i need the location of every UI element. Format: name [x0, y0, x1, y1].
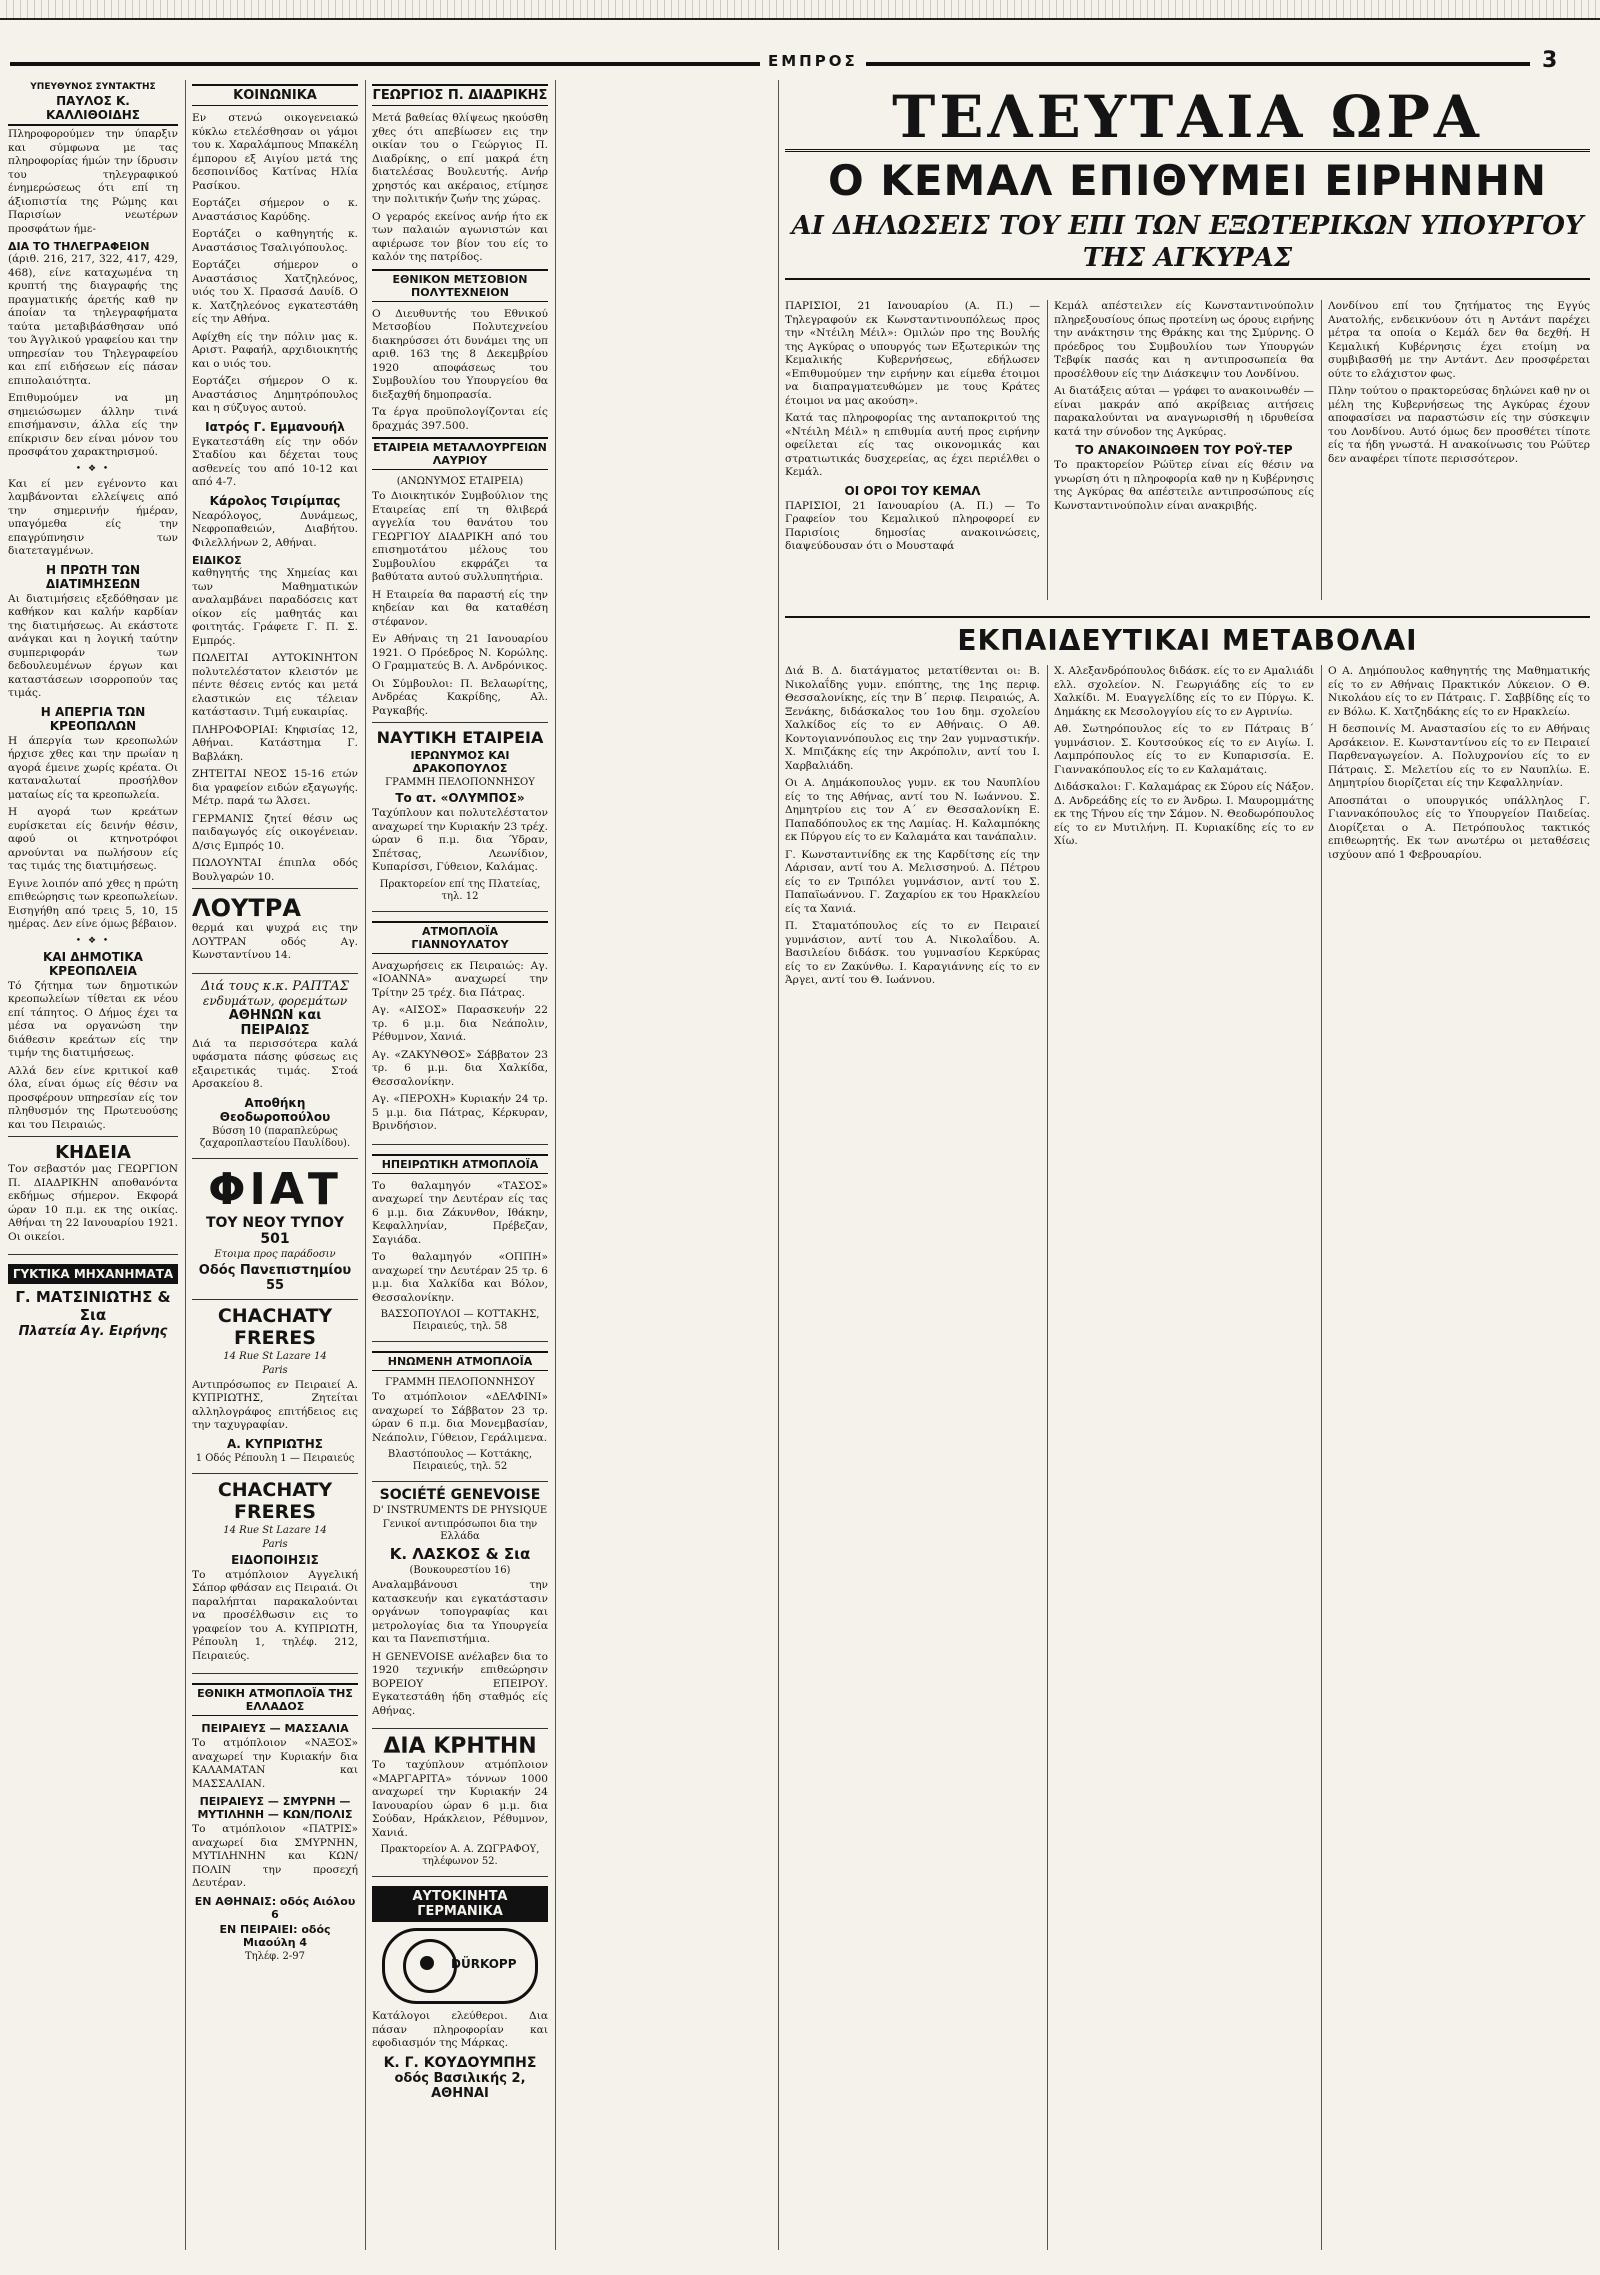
article-paragraph: Ο Α. Δημόπουλος καθηγητής της Μαθηματικής είς το εν Αθήναις Πρακτικόν Λύκειον. Ο Θ. Νικολάου είς το εν Πάτραις. Γ. Σαββίδης είς το εν Βόλω. Κ. Χατζηδάκης είς το εν Ηρακλείω.: [1328, 665, 1590, 718]
banner-headline: ΤΕΛΕΥΤΑΙΑ ΩΡΑ: [785, 85, 1590, 152]
ad-text: Το ταχύπλουν ατμόπλοιον «ΜΑΡΓΑΡΙΤΑ» τόννων 1000 αναχωρεί την Κυριακήν 24 Ιανουαρίου ώραν 6 μ.μ. δια Σούδαν, Ηράκλειον, Ρέθυμνον, Χανιά.: [372, 1759, 548, 1839]
ad-line: ΓΡΑΜΜΗ ΠΕΛΟΠΟΝΝΗΣΟΥ: [385, 1377, 535, 1388]
ad-text: Κατάλογοι ελεύθεροι. Δια πάσαν πληροφορίαν και εφοδιασμόν της Μάρκας.: [372, 2010, 548, 2049]
editor-label: ΥΠΕΥΘΥΝΟΣ ΣΥΝΤΑΚΤΗΣ: [30, 82, 156, 92]
education-column-3: [1328, 665, 1590, 2250]
shipping-advertisement: [372, 1341, 548, 1481]
ad-line: Α. ΚΥΠΡΙΩΤΗΣ: [227, 1436, 323, 1451]
ad-address: Πλατεία Αγ. Ειρήνης: [18, 1324, 168, 1339]
article-paragraph: Επιθυμούμεν να μη σημειώσωμεν άλλην τινά επισήμανσιν, άλλα είς την επίκρισιν δεν είναι μόνον του προσφάτου χαρακτηρισμού.: [8, 392, 178, 458]
shipping-advertisement: [372, 911, 548, 1144]
ad-title: ΗΠΕΙΡΩΤΙΚΗ ΑΤΜΟΠΛΟΪΑ: [372, 1154, 548, 1174]
ad-line: ΤΟΥ ΝΕΟΥ ΤΥΠΟΥ 501: [205, 1214, 345, 1247]
ad-text: Διά τα περισσότερα καλά υφάσματα πάσης φύσεως εις εξαιρετικάς τιμάς. Στοά Αρσακείου 8.: [192, 1037, 358, 1090]
article-paragraph: Κατά τας πληροφορίας της ανταποκριτού της «Ντέιλη Μέιλ» η επιθυμία αυτή προς ειρήνην οφείλεται είς τας οικονομικάς και στρατιωτικάς δυσχερείας, ας έχει περιέλθει ο Κεμάλ.: [785, 412, 1040, 478]
article-paragraph: Και εί μεν εγένοντο και λαμβάνονται ελλείψεις από την σημερινήν ήμέραν, υπαγόμεθα είς την επαγρύπνησιν των διατεταγμένων.: [8, 477, 178, 557]
education-column-1: [785, 665, 1040, 2250]
article-paragraph: ΠΑΡΙΣΙΟΙ, 21 Ιανουαρίου (Α. Π.) — Τηλεγραφούν εκ Κωνσταντινουπόλεως προς την «Ντέιλη Μέιλ»: Ομιλών προ της Βουλής της Αγκύρας ο υπουργός των Εξωτερικών της Κεμαλικής Κυβερνήσεως, εδήλωσεν «Επιθυμούμεν την ειρήνην και είμεθα έτοιμοι να διαπραγματευθώμεν με τους Κράτες έτοιμοι να μας ακούση».: [785, 300, 1040, 407]
ad-title: ΝΑΥΤΙΚΗ ΕΤΑΙΡΕΙΑ: [376, 728, 544, 747]
article-paragraph: Το πρακτορείον Ρώϋτερ είναι είς θέσιν να γνωρίση ότι η πληροφορία καθ ην η Κυβέρνησις της Αγκύρας θα απέστειλε αντιπροσώπους είς Κωνσταντινούπολιν είναι ανακριβής.: [1054, 459, 1314, 512]
article-paragraph: Η Εταιρεία θα παραστή είς την κηδείαν και θα καταθέση στέφανον.: [372, 588, 548, 628]
ad-line: Βύσση 10 (παραπλεύρως ζαχαροπλαστείου Παυλίδου).: [199, 1125, 351, 1149]
section-subtitle: (ΑΝΩΝΥΜΟΣ ΕΤΑΙΡΕΙΑ): [396, 476, 524, 487]
ad-text: Το ατμόπλοιον Αγγελική Σάπορ φθάσαν εις Πειραιά. Οι παραλήπται παρακαλούνται να προσέλθωσιν εις το γραφείον του Α. ΚΥΠΡΙΩΤΗ, Ρέπουλη 1, τηλέφ. 212, Πειραιεύς.: [192, 1568, 358, 1662]
ad-text: Το θαλαμηγόν «ΤΑΣΟΣ» αναχωρεί την Δευτέραν είς τας 6 μ.μ. δια Ζάκυνθον, Ιθάκην, Κεφαλληνίαν, Πρέβεζαν, Σαγιάδα.: [372, 1179, 548, 1246]
ad-text: ΠΩΛΕΙΤΑΙ ΑΥΤΟΚΙΝΗΤΟΝ πολυτελέστατον κλειστόν με πέντε θέσεις εντός και μετά ελαστικών εις τέλειαν κατάστασιν. Τιμή ευκαιρίας.: [192, 652, 358, 718]
ad-heading: ΕΙΔΙΚΟΣ: [192, 554, 242, 567]
tailors-advertisement: [192, 973, 358, 1158]
ad-line: Ετοιμα προς παράδοσιν: [214, 1248, 336, 1260]
article-heading: ΟΙ ΟΡΟΙ ΤΟΥ ΚΕΜΑΛ: [844, 483, 981, 498]
article-paragraph: Εορτάζει σήμερον ο Αναστάσιος Χατζηλεόνος, υιός του Χ. Πρασσά Δαυίδ. Ο κ. Χατζηλεόνος εγκατεστάθη είς την Αθήνα.: [192, 259, 358, 325]
ad-title: CHACHATY FRERES: [217, 1304, 333, 1349]
ad-line: ΕΝ ΠΕΙΡΑΙΕΙ: οδός Μιαούλη 4: [219, 1922, 331, 1949]
ad-text: Αγ. «ΖΑΚΥΝΘΟΣ» Σάββατον 23 τρ. 6 μ.μ. δια Χαλκίδα, Θεσσαλονίκην.: [372, 1048, 548, 1088]
article-paragraph: Πληροφορούμεν την ύπαρξιν και σύμφωνα με τας πληροφορίας ήμών την ίδρυσιν του τηλεγραφικού ένημερώσεως ότι επί τη άξιοπιστία της Ρώμης και Παρισίων νεωτέρων προσφάτων ήμε-: [8, 128, 178, 235]
lead-column-2: [1054, 300, 1314, 600]
ad-text: ΠΛΗΡΟΦΟΡΙΑΙ: Κηφισίας 12, Αθήναι. Κατάστημα Γ. Βαβλάκη.: [192, 723, 358, 763]
column-rule: [1047, 665, 1048, 2250]
article-paragraph: Εγινε λοιπόν από χθες η πρώτη επιθεώρησις των κρεοπωλείων. Εισηγήθη από τρεις 5, 10, 15 ημέρας. Δεν είνε όμως βέβαιον.: [8, 877, 178, 930]
advertisement: [8, 1254, 178, 1345]
article-paragraph: Αποσπάται ο υπουργικός υπάλληλος Γ. Γιαννακόπουλος είς το Υπουργείον Παιδείας. Διορίζεται ο Α. Πετρόπουλος τακτικός επιθεωρητής. Εκ των ανωτέρω οι μεταθέσεις ισχύουν από 1 Φεβρουαρίου.: [1328, 794, 1590, 861]
ad-text: Εγκατεστάθη είς την οδόν Σταδίου και δέχεται τους ασθενείς του από 10-12 και από 4-7.: [192, 435, 358, 488]
article-paragraph: Χ. Αλεξανδρόπουλος διδάσκ. είς το εν Αμαλιάδι ελλ. σχολείον. Ν. Γεωργιάδης είς το εν Χαλκίδι. Μ. Ευαγγελίδης είς το εν Πύργω. Κ. Δημάκης εκ Μεσολογγίου είς το εν Αγρινίω.: [1054, 665, 1314, 718]
ad-text: Νεαρόλογος, Δυνάμεως, Νεφροπαθειών, Διαβήτου. Φιλελλήνων 2, Αθήναι.: [192, 509, 358, 549]
ad-line: D' INSTRUMENTS DE PHYSIQUE: [372, 1505, 548, 1516]
ad-heading: Κάρολος Τσιρίμπας: [209, 493, 341, 508]
ad-line: ΓΡΑΜΜΗ ΠΕΛΟΠΟΝΝΗΣΟΥ: [385, 777, 535, 788]
chachaty-advertisement: [192, 1473, 358, 1674]
article-paragraph: Ο γεραρός εκείνος ανήρ ήτο εκ των παλαιών αγωνιστών και αφιέρωσε τον βίον του είς το καλόν της πατρίδος.: [372, 210, 548, 263]
ad-text: Αναχωρήσεις εκ Πειραιώς: Αγ. «ΙΟΑΝΝΑ» αναχωρεί την Τρίτην 25 τρέχ. δια Πάτρας.: [372, 959, 548, 999]
article-paragraph: Εορτάζει σήμερον Ο κ. Αναστάσιος Δημητρόπουλος και η σύζυγος αυτού.: [192, 375, 358, 414]
automobile-advertisement: [372, 1876, 548, 2107]
ad-line: Το ατ. «ΟΛΥΜΠΟΣ»: [395, 791, 525, 805]
article-paragraph: Ο Διευθυντής του Εθνικού Μετσοβίου Πολυτεχνείου διακηρύσσει ότι δυνάμει της υπ αριθ. 163 της 8 Δεκεμβρίου 1920 αποφάσεως του Συμβουλίου του Υπουργείου θα διεξαχθή δημοπρασία.: [372, 307, 548, 401]
ad-title: ΕΘΝΙΚΗ ΑΤΜΟΠΛΟΪΑ ΤΗΣ ΕΛΛΑΔΟΣ: [192, 1683, 358, 1716]
article-paragraph: Η δεσποινίς Μ. Αναστασίου είς το εν Αθήναις Αρσάκειον. Ε. Κωνσταντίνου είς το εν Πειραιεί Παρθεναγωγείον. Α. Πολυχρονίου είς το εν Πάτραις. Σ. Μελετίου είς το εν Ναυπλίω. Ε. Δημητρίου διορίζεται είς την Κεφαλληνίαν.: [1328, 723, 1590, 789]
article-paragraph: Οι Α. Δημάκοπουλος γυμν. εκ του Ναυπλίου είς το της Αθήνας, αντί του Ν. Ιωάννου. Σ. Δημητρίου εις τον Α΄ εν Θεσσαλονίκη Ε. Παπαδόπουλος εκ της Λαμίας. Η. Καλαμπόκης εκ Πύργου είς το εν Καλαμάτα και τανάπαλιν.: [785, 777, 1040, 843]
ad-line: Paris: [262, 1538, 288, 1550]
article-heading: ΔΙΑ ΤΟ ΤΗΛΕΓΡΑΦΕΙΟΝ: [8, 240, 150, 253]
article-paragraph: Αι διατιμήσεις εξεδόθησαν με καθήκον και καλήν καρδίαν της διατιμήσεως. Αι εκάστοτε ανάγκαι και η λογική ταύτην συμπεριφοράν των δεδουλευμένων έργων και καταστάσεων ισορροπούν τας τιμάς.: [8, 592, 178, 699]
ad-line: ΒΑΣΣΟΠΟΥΛΟΙ — ΚΟΤΤΑΚΗΣ, Πειραιεύς, τηλ. 58: [380, 1309, 540, 1332]
article-paragraph: Εν Αθήναις τη 21 Ιανουαρίου 1921. Ο Πρόεδρος Ν. Κορώλης. Ο Γραμματεύς Β. Λ. Ανδρόνικος.: [372, 633, 548, 672]
ad-text: Το ατμόπλοιον «ΝΑΞΟΣ» αναχωρεί την Κυριακήν δια ΚΑΛΑΜΑΤΑΝ και ΜΑΣΣΑΛΙΑΝ.: [192, 1737, 358, 1790]
ad-line: ΕΝ ΑΘΗΝΑΙΣ: οδός Αιόλου 6: [194, 1894, 356, 1921]
article-paragraph: Η αγορά των κρεάτων ευρίσκεται είς δεινήν θέσιν, αφού οι κτηνοτρόφοι αρνούνται να πωλήσουν είς τας τιμάς της διατιμήσεως.: [8, 806, 178, 872]
instruments-advertisement: [372, 1481, 548, 1728]
lead-headlines: [785, 85, 1590, 295]
article-paragraph: Κεμάλ απέστειλεν είς Κωνσταντινούπολιν πληρεξουσίους όπως προτείνη ως όρους ειρήνης την ανάκτησιν της Θράκης και της Σμύρνης. Ο πρόεδρος του Συμβουλίου των Υπουργών Τεβφίκ πασάς και η αντιπροσωπεία θα προσέλθουν είς την Διάσκεψιν του Λονδίνου.: [1054, 300, 1314, 380]
article-paragraph: Αθ. Σωτηρόπουλος είς το εν Πάτραις Β΄ γυμνάσιον. Σ. Κουτσούκος είς το εν Αιγίω. Ι. Λαμπρόπουλος είς το εν Κυπαρισσία. Ε. Γιαννακόπουλος είς το εν Καλαμάταις.: [1054, 723, 1314, 776]
section-title: ΓΕΩΡΓΙΟΣ Π. ΔΙΑΔΡΙΚΗΣ: [372, 84, 548, 106]
education-column-2: [1054, 665, 1314, 2250]
ad-text: Αγ. «ΑΙΣΟΣ» Παρασκευήν 22 τρ. 6 μ.μ. δια Νεάπολιν, Ρέθυμνον, Χανιά.: [372, 1004, 548, 1043]
article-paragraph: Μετά βαθείας θλίψεως ηκούσθη χθες ότι απεβίωσεν εις την οικίαν του ο Γεώργιος Π. Διαδρίκης, ο επί μακρά έτη διατελέσας Βουλευτής. Ανήρ χρηστός και ακέραιος, ετίμησε την πολιτικήν ζωήν της χώρας.: [372, 112, 548, 205]
ad-title: ΔΙΑ ΚΡΗΤΗΝ: [383, 1734, 537, 1759]
column-rule: [365, 80, 366, 2250]
main-headline: Ο ΚΕΜΑΛ ΕΠΙΘΥΜΕΙ ΕΙΡΗΝΗΝ: [827, 156, 1547, 205]
separator: • ❖ •: [75, 463, 111, 474]
article-paragraph: (άριθ. 216, 217, 322, 417, 429, 468), είνε καταχωμένα τη κρυπτή της διαγραφής της πραγματικής άρετής καθ ην άποίαν τα τηλεγραφήματα ταύτα μεταβιβάσθησαν υπό του Άγγλικού γραφείου και την υπηρεσίαν του Τηλεγραφείου και επί ειδήσεων είς πάσαν επιπολαιότητα.: [8, 253, 178, 387]
durkopp-logo-icon: [382, 1928, 538, 2004]
ad-line: Τηλέφ. 2-97: [244, 1950, 305, 1962]
ad-text: θερμά και ψυχρά εις την ΛΟΥΤΡΑΝ οδός Αγ. Κωνσταντίνου 14.: [192, 922, 358, 961]
ad-address: Οδός Πανεπιστημίου 55: [198, 1262, 352, 1293]
ad-title: ΛΟΥΤΡΑ: [192, 894, 301, 922]
shipping-advertisement: [192, 1673, 358, 1971]
ad-text: καθηγητής της Χημείας και των Μαθηματικών αναλαμβάνει παραδόσεις κατ οίκον είς μαθητάς και φοιτητάς. Γράφετε Γ. Π. Σ. Εμπρός.: [192, 567, 358, 647]
ad-line: Αποθήκη Θεοδωροπούλου: [219, 1095, 331, 1124]
article-paragraph: Τό ζήτημα των δημοτικών κρεοπωλείων τίθεται εκ νέου επί τάπητος. Ο Δήμος έχει τα μέσα να οργανώση την διάθεσιν κρεάτων είς την τιμήν της διατιμήσεως.: [8, 979, 178, 1059]
section-title: ΕΤΑΙΡΕΙΑ ΜΕΤΑΛΛΟΥΡΓΕΙΩΝ ΛΑΥΡΙΟΥ: [372, 437, 548, 470]
article-paragraph: Πλην τούτου ο πρακτορεύσας δηλώνει καθ ην οι μέλη της Κυβερνήσεως της Αγκύρας έχουν αποφασίσει να παραστώσιν είς την σύσκεψιν του Λονδίνου. Αυτό όμως δεν προσθέτει τίποτε είς τα ήδη γνωστά. Η ανακοίνωσις του Ρώϋτερ δεν αναφέρει τίποτε περισσότερον.: [1328, 385, 1590, 465]
ad-title: ΑΤΜΟΠΛΟΪΑ ΓΙΑΝΝΟΥΛΑΤΟΥ: [372, 921, 548, 954]
funeral-notice: [8, 1136, 178, 1254]
fiat-logo: ΦΙΑΤ: [208, 1163, 342, 1215]
section-title: ΚΟΙΝΩΝΙΚΑ: [192, 84, 358, 106]
section-headline: ΕΚΠΑΙΔΕΥΤΙΚΑΙ ΜΕΤΑΒΟΛΑΙ: [785, 616, 1590, 657]
page-number: 3: [1536, 48, 1563, 73]
article-paragraph: Αλλά δεν είνε κριτικοί καθ όλα, είναι όμως είς θέσιν να προσφέρουν υπηρεσίαν είς τον πληθυσμόν της Πρωτευούσης και του Πειραιώς.: [8, 1064, 178, 1131]
article-paragraph: Λονδίνου επί του ζητήματος της Εγγύς Ανατολής, ενδεικνύουν ότι η Αντάντ παρέχει μέτρα τα οποία ο Κεμάλ δεν θα δεχθή. Η Κεμαλική Κυβέρνησις έχει ετοίμη να συμβιβασθή με την Αντάντ. Δεν προσφέρεται ούτε το ελάχιστον φως.: [1328, 300, 1590, 380]
article-paragraph: Π. Σταματόπουλος είς το εν Πειραιεί γυμνάσιον, αντί του Α. Νικολαΐδου. Α. Βασιλείου διδάσκ. του γυμνασίου Κερκύρας είς το εν Ζακύνθω. Ι. Καραγιάννης είς το εν Άργει, αντί του Θ. Ιωάννου.: [785, 920, 1040, 986]
article-paragraph: ΠΑΡΙΣΙΟΙ, 21 Ιανουαρίου (Α. Π.) — Το Γραφείον του Κεμαλικού πληροφορεί εν Παρισίοις δημοσίας ανακοινώσεις, διαψεύδουσαν ότι ο Μουσταφά: [785, 499, 1040, 552]
article-paragraph: Εορτάζει σήμερον ο κ. Αναστάσιος Καρύδης.: [192, 197, 358, 223]
article-heading: Η ΑΠΕΡΓΙΑ ΤΩΝ ΚΡΕΟΠΩΛΩΝ: [40, 704, 146, 733]
ad-text: ΓΕΡΜΑΝΙΣ ζητεί θέσιν ως παιδαγωγός είς οικογένειαν. Δ/σις Εμπρός 10.: [192, 812, 358, 852]
column-rule: [185, 80, 186, 2250]
lead-column-3: [1328, 300, 1590, 600]
ad-text: Αναλαμβάνουσι την κατασκευήν και εγκατάστασιν οργάνων τοπογραφίας και μετρολογίας δια τα Υπουργεία και τα Πανεπιστήμια.: [372, 1579, 548, 1645]
article-paragraph: Αι διατάξεις αύται — γράφει το ανακοινωθέν — είναι μακράν από ακρίβειας αιτήσεις παρακαλούνται να αναγνωρισθή η ιδρυθείσα κατά την σύνοδον της Αγκύρας.: [1054, 385, 1314, 438]
article-paragraph: Αφίχθη είς την πόλιν μας κ. Αριστ. Ραφαήλ, αρχιδιοικητής και ο υιός του.: [192, 330, 358, 370]
article-paragraph: Οι Σύμβουλοι: Π. Βελαωρίτης, Ανδρέας Κακρίδης, Αλ. Ραγκαβής.: [372, 677, 548, 717]
column-rule: [1047, 300, 1048, 600]
ad-title: SOCIÉTÉ GENEVOISE: [379, 1487, 541, 1503]
article-heading: ΤΟ ΑΝΑΚΟΙΝΩΘΕΝ ΤΟΥ ΡΟΫ-ΤΕΡ: [1075, 443, 1293, 457]
shipping-advertisement: [372, 1728, 548, 1876]
column-rule: [1321, 665, 1322, 2250]
masthead: [0, 48, 1600, 74]
ad-line: ενδυμάτων, φορεμάτων: [202, 993, 348, 1008]
article-paragraph: Το Διοικητικόν Συμβούλιον της Εταιρείας επί τη θλιβερά αγγελία του θανάτου του ΓΕΩΡΓΙΟΥ ΔΙΑΔΡΙΚΗ από του επισημοτάτου μέλους του Συμβουλίου εκφράζει τα βαθύτατα αυτού συλλυπητήρια.: [372, 490, 548, 583]
lead-column-1: [785, 300, 1040, 600]
notice-title: ΚΗΔΕΙΑ: [55, 1142, 131, 1163]
ad-line: Γενικοί αντιπρόσωποι δια την Ελλάδα: [382, 1519, 538, 1542]
ad-line: 14 Rue St Lazare 14: [223, 1524, 327, 1536]
article-paragraph: Τα έργα προϋπολογίζονται είς δραχμάς 397.500.: [372, 406, 548, 432]
ad-line: Κ. ΛΑΣΚΟΣ & Σια: [389, 1545, 531, 1563]
ad-line: Paris: [262, 1364, 288, 1376]
ad-title: ΗΝΩΜΕΝΗ ΑΤΜΟΠΛΟΪΑ: [372, 1351, 548, 1371]
ad-text: Το ατμόπλοιον «ΠΑΤΡΙΣ» αναχωρεί δια ΣΜΥΡΝΗΝ, ΜΥΤΙΛΗΝΗΝ και ΚΩΝ/ΠΟΛΙΝ την προσεχή Δευτέραν.: [192, 1823, 358, 1889]
ad-line: Πρακτορείον Α. Α. ΖΩΓΡΑΦΟΥ, τηλέφωνον 52.: [380, 1844, 540, 1867]
column-rule: [778, 80, 779, 2250]
ad-title: CHACHATY FRERES: [217, 1478, 333, 1523]
column-rule: [555, 80, 556, 2250]
route: ΠΕΙΡΑΙΕΥΣ — ΜΑΣΣΑΛΙΑ: [201, 1722, 349, 1735]
wheel-icon: [403, 1939, 457, 1993]
chachaty-advertisement: [192, 1299, 358, 1473]
column-2: [192, 80, 358, 2250]
article-paragraph: Γ. Κωνσταντινίδης εκ της Καρδίτσης είς την Λάρισαν, αντί του Α. Μελισσηνού. Δ. Πέτρου είς το εν Τριπόλει γυμνάσιον, αντί του Σ. Παπαϊωάννου. Γ. Ζαχαρίου εκ του Ηρακλείου είς τα Χανιά.: [785, 848, 1040, 915]
ad-line: 14 Rue St Lazare 14: [223, 1350, 327, 1362]
column-rule: [1321, 300, 1322, 600]
ad-line: ΕΙΔΟΠΟΙΗΣΙΣ: [231, 1552, 319, 1567]
ad-text: Αγ. «ΠΕΡΟΧΗ» Κυριακήν 24 τρ. 5 μ.μ. δια Πάτρας, Κέρκυραν, Βρινδήσιον.: [372, 1093, 548, 1132]
article-heading: Η ΠΡΩΤΗ ΤΩΝ ΔΙΑΤΙΜΗΣΕΩΝ: [45, 562, 141, 591]
ad-address: οδός Βασιλικής 2, ΑΘΗΝΑΙ: [394, 2070, 526, 2101]
top-border: [0, 0, 1600, 20]
article-paragraph: Διδάσκαλοι: Γ. Καλαμάρας εκ Σύρου είς Νάξον. Δ. Ανδρεάδης είς το εν Άνδρω. Ι. Μαυρομμάτης εκ της Τήνου είς την Σάμον. Ν. Θεοδωρόπουλος είς το εν Μυτιλήνη. Π. Κυριακίδης είς το εν Χίω.: [1054, 781, 1314, 847]
ad-title: ΑΥΤΟΚΙΝΗΤΑ ΓΕΡΜΑΝΙΚΑ: [372, 1886, 548, 1922]
ad-line: Πρακτορείον επί της Πλατείας, τηλ. 12: [379, 878, 541, 902]
section-title: ΕΘΝΙΚΟΝ ΜΕΤΣΟΒΙΟΝ ΠΟΛΥΤΕΧΝΕΙΟΝ: [372, 269, 548, 302]
notice-text: Τον σεβαστόν μας ΓΕΩΡΓΙΟΝ Π. ΔΙΑΔΡΙΚΗΝ αποθανόντα εκδήμως σήμερον. Εκφορά ώραν 10 π.μ. εκ της οικίας. Αθήναι τη 22 Ιανουαρίου 1921. Οι οικείοι.: [8, 1163, 178, 1243]
ad-text: Το ατμόπλοιον «ΔΕΛΦΙΝΙ» αναχωρεί το Σάββατον 23 τρ. ώραν 6 π.μ. δια Μονεμβασίαν, Νεάπολιν, Γύθειον, Γεράλιμενα.: [372, 1391, 548, 1444]
column-1: [8, 80, 178, 2250]
ad-line: 1 Οδός Ρέπουλη 1 — Πειραιεύς: [195, 1452, 355, 1464]
route: ΠΕΙΡΑΙΕΥΣ — ΣΜΥΡΝΗ — ΜΥΤΙΛΗΝΗ — ΚΩΝ/ΠΟΛΙΣ: [197, 1795, 353, 1821]
ad-line: ΙΕΡΩΝΥΜΟΣ ΚΑΙ ΔΡΑΚΟΠΟΥΛΟΣ: [410, 749, 510, 775]
article-paragraph: Εν στενώ οικογενειακώ κύκλω ετελέσθησαν οι γάμοι του κ. Χαραλάμπους Μπακέλη έμπορου εξ Αιγίου μετά της δεσποινίδος Κατίνας Ηλία Ρασίκου.: [192, 112, 358, 192]
editor-name: ΠΑΥΛΟΣ Κ. ΚΑΛΛΙΘΟΙΔΗΣ: [8, 94, 178, 126]
ad-line: ΑΘΗΝΩΝ και ΠΕΙΡΑΙΩΣ: [228, 1007, 322, 1038]
article-heading: ΚΑΙ ΔΗΜΟΤΙΚΑ ΚΡΕΟΠΩΛΕΙΑ: [43, 949, 143, 978]
fiat-advertisement: [192, 1158, 358, 1299]
ad-name: Γ. ΜΑΤΣΙΝΙΩΤΗΣ & Σια: [15, 1288, 171, 1324]
newspaper-name: ΕΜΠΡΟΣ: [760, 52, 866, 70]
shipping-advertisement: [372, 1144, 548, 1342]
ad-text: ΠΩΛΟΥΝΤΑΙ έπιπλα οδός Βουλγαρών 10.: [192, 857, 358, 883]
column-3: [372, 80, 548, 2250]
baths-advertisement: [192, 888, 358, 973]
ad-text: Ταχύπλουν και πολυτελέστατον αναχωρεί την Κυριακήν 23 τρέχ. ώραν 6 π.μ. δια Ύδραν, Σπέτσας, Λεωνίδιον, Κυπαρίσσι, Γύθειον, Καλάμας.: [372, 807, 548, 873]
article-paragraph: Η άπεργία των κρεοπωλών ήρχισε χθες και την πρωίαν η αγορά έμεινε χωρίς κρέατα. Οι καταναλωταί προσήλθον ματαίως είς τα κρεοπωλεία.: [8, 734, 178, 801]
ad-heading: Ιατρός Γ. Εμμανουήλ: [205, 419, 345, 434]
ad-text: Το θαλαμηγόν «ΟΠΠΗ» αναχωρεί την Δευτέραν 25 τρ. 6 μ.μ. δια Χαλκίδα και Βόλον, Θεσσαλονίκην.: [372, 1251, 548, 1304]
ad-text: Η GENEVOISE ανέλαβεν δια το 1920 τεχνικήν επιθεώρησιν ΒΟΡΕΙΟΥ ΕΠΕΙΡΟΥ. Εγκατεστάθη ήδη σταθμός είς Αθήνας.: [372, 1650, 548, 1717]
ad-title: ΓΥΚΤΙΚΑ ΜΗΧΑΝΗΜΑΤΑ: [8, 1264, 178, 1284]
ad-text: Αντιπρόσωπος εν Πειραιεί Α. ΚΥΠΡΙΩΤΗΣ, Ζητείται αλληλογράφος επιτήδειος εις την ταχυγραφίαν.: [192, 1378, 358, 1431]
sub-headline: ΑΙ ΔΗΛΩΣΕΙΣ ΤΟΥ ΕΠΙ ΤΩΝ ΕΞΩΤΕΡΙΚΩΝ ΥΠΟΥΡΓΟΥ ΤΗΣ ΑΓΚΥΡΑΣ: [785, 210, 1590, 280]
article-paragraph: Διά Β. Δ. διατάγματος μετατίθενται οι: Β. Νικολαΐδης γυμν. επόπτης, της 1ης περιφ. Θεσσαλονίκης, είς την Β΄ περιφ. Πειραιώς, Α. Ξενάκης, διδάσκαλος του 1ου δημ. σχολείου Χαλκίδος είς το εν Αθήναις. Ο Αθ. Κοντογιαννόπουλος εις την 2αν γυμναστικήν. Χ. Μπιζάκης είς την Ακρόπολιν, αντί του Ι. Χαρβαλιάδη.: [785, 665, 1040, 772]
ad-line: Βλαστόπουλος — Κοττάκης, Πειραιεύς, τηλ. 52: [387, 1449, 533, 1472]
article-paragraph: Εορτάζει ο καθηγητής κ. Αναστάσιος Τσαλιγόπουλος.: [192, 228, 358, 254]
shipping-advertisement: [372, 722, 548, 911]
ad-line: Κ. Γ. ΚΟΥΔΟΥΜΠΗΣ: [383, 2054, 537, 2071]
brand-name: DÜRKOPP: [451, 1957, 517, 1971]
ad-line: Διά τους κ.κ. ΡΑΠΤΑΣ: [201, 978, 349, 994]
education-section: [785, 610, 1590, 663]
ad-text: ΖΗΤΕΙΤΑΙ ΝΕΟΣ 15-16 ετών δια γραφείον ειδών εξαγωγής. Μέτρ. παρά τω Άλσει.: [192, 768, 358, 807]
separator: • ❖ •: [75, 935, 111, 946]
ad-line: (Βουκουρεστίου 16): [409, 1565, 511, 1576]
